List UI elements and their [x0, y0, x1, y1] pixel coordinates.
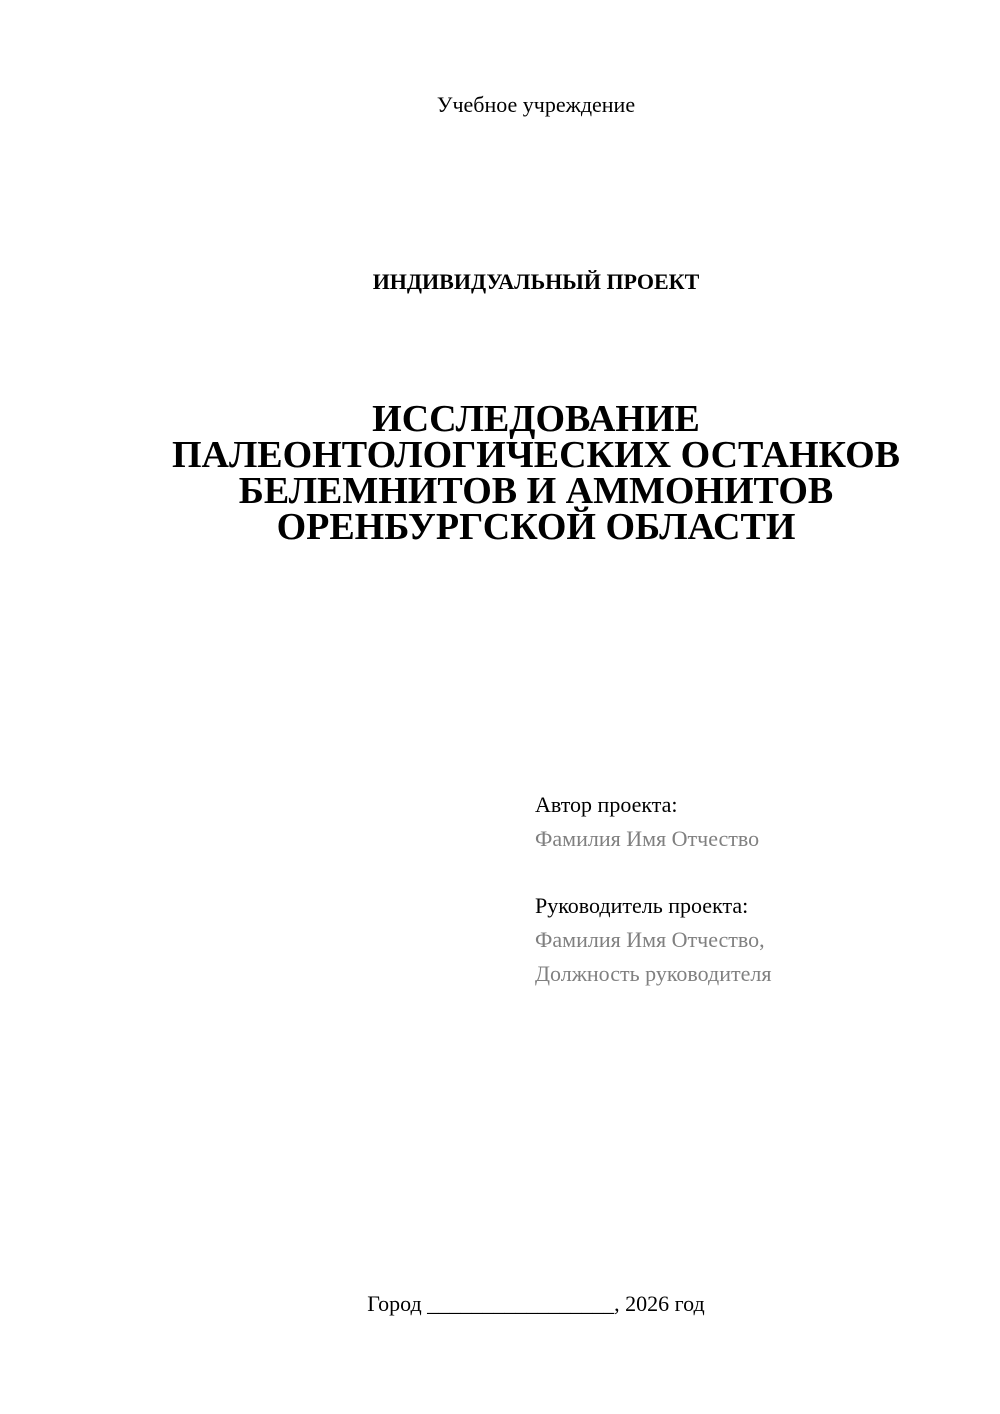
title-line: ПАЛЕОНТОЛОГИЧЕСКИХ ОСТАНКОВ	[171, 434, 901, 476]
author-name: Фамилия Имя Отчество	[535, 826, 760, 851]
document-title	[0, 398, 1000, 548]
project-info	[535, 788, 975, 991]
supervisor-name: Фамилия Имя Отчество,	[535, 927, 765, 952]
institution-name: Учебное учреждение	[436, 92, 636, 117]
spacer	[535, 856, 975, 889]
supervisor-position: Должность руководителя	[535, 961, 772, 986]
supervisor-label: Руководитель проекта:	[535, 893, 749, 918]
document-type: ИНДИВИДУАЛЬНЫЙ ПРОЕКТ	[372, 269, 700, 294]
author-label: Автор проекта:	[535, 792, 678, 817]
city-year-line: Город _________________, 2026 год	[367, 1291, 705, 1316]
title-line: ИССЛЕДОВАНИЕ	[372, 398, 700, 440]
title-line: ОРЕНБУРГСКОЙ ОБЛАСТИ	[276, 506, 796, 548]
title-line: БЕЛЕМНИТОВ И АММОНИТОВ	[238, 470, 834, 512]
